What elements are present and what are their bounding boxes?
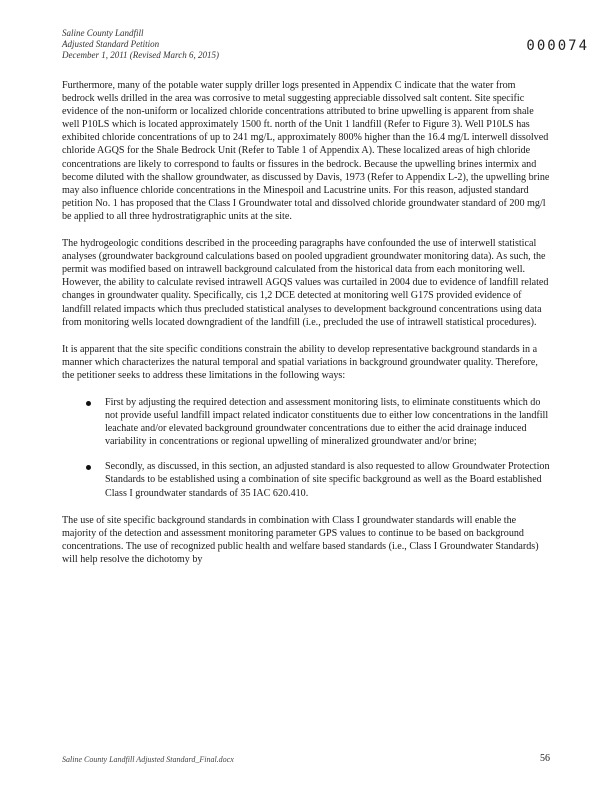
list-item-text: First by adjusting the required detection and assessment monitoring lists, to eliminate constituents which do not provide useful landfill impact related indicator constituents due to either low concentrations in the landfill leachate and/or elevated background groundwater concentrations due to either the acid drainage induced variability in concentrations or regional upwelling of mineralized groundwater and/or brine; bbox=[105, 396, 549, 448]
paragraph-2: The hydrogeologic conditions described in the proceeding paragraphs have confounded the use of interwell statistical analyses (groundwater background calculations based on pooled upgradient groundwater monitoring data). As such, the permit was modified based on intrawell background calculated from the historical data from each monitoring well. However, the ability to calculate revised intrawell AGQS values was curtailed in 2004 due to evidence of landfill related changes in groundwater quality. Specifically, cis 1,2 DCE detected at monitoring well G17S provided evidence of landfill related impacts which thus precluded statistical analyses to development background concentrations using data from monitoring wells located downgradient of the landfill (i.e., precluded the use of intrawell statistical procedures). bbox=[62, 238, 549, 328]
paragraph-1: Furthermore, many of the potable water supply driller logs presented in Appendix C indicate that the water from bedrock wells drilled in the area was corrosive to metal suggesting appreciable dissolved salt content. Site specific evidence of the non-uniform or localized chloride concentrations attributed to brine upwelling is apparent from shale well P10LS which is located approximately 1500 ft. north of the Unit 1 landfill (Refer to Figure 3). Well P10LS has exhibited chloride concentrations of up to 241 mg/L, approximately 800% higher than the 16.4 mg/L interwell dissolved chloride AGQS for the Shale Bedrock Unit (Refer to Table 1 of Appendix A). These localized areas of high chloride concentrations are likely to correspond to faults or fissures in the bedrock. Because the upwelling brines intermix and become diluted with the shallow groundwater, as discussed by Davis, 1973 (Refer to Appendix L-2), the upwelling brine may also influence chloride concentrations in the Minespoil and Lacustrine units. For this reason, adjusted standard petition No. 1 has proposed that the Class I Groundwater total and dissolved chloride groundwater standard of 200 mg/l be applied to all three hydrostratigraphic units at the site. bbox=[62, 80, 550, 222]
document-footer bbox=[62, 755, 550, 764]
bullet-icon bbox=[86, 401, 91, 406]
header-line-1: Saline County Landfill bbox=[62, 28, 144, 38]
footer-filename: Saline County Landfill Adjusted Standard_Final.docx bbox=[62, 755, 234, 764]
document-header bbox=[62, 28, 219, 61]
document-body bbox=[62, 79, 550, 580]
header-line-2: Adjusted Standard Petition bbox=[62, 39, 160, 49]
list-item-text: Secondly, as discussed, in this section, an adjusted standard is also requested to allow Groundwater Protection Standards to be established using a combination of site specific background as well as the Board established Class I groundwater standards of 35 IAC 620.410. bbox=[105, 461, 550, 499]
list-item bbox=[62, 396, 550, 448]
header-line-3: December 1, 2011 (Revised March 6, 2015) bbox=[62, 50, 219, 60]
page-number: 56 bbox=[540, 753, 550, 764]
limitations-list bbox=[62, 396, 550, 500]
document-number-stamp: 000074 bbox=[526, 38, 589, 54]
list-item bbox=[62, 460, 550, 499]
paragraph-closing: The use of site specific background standards in combination with Class I groundwater standards will enable the majority of the detection and assessment monitoring parameter GPS values to continue to be based on background concentrations. The use of recognized public health and welfare based standards (i.e., Class I Groundwater Standards) will help resolve the dichotomy by bbox=[62, 514, 539, 565]
bullet-icon bbox=[86, 465, 91, 470]
paragraph-3: It is apparent that the site specific conditions constrain the ability to develop representative background standards in a manner which characterizes the natural temporal and spatial variations in background groundwater quality. Therefore, the petitioner seeks to address these limitations in the following ways: bbox=[62, 343, 538, 381]
